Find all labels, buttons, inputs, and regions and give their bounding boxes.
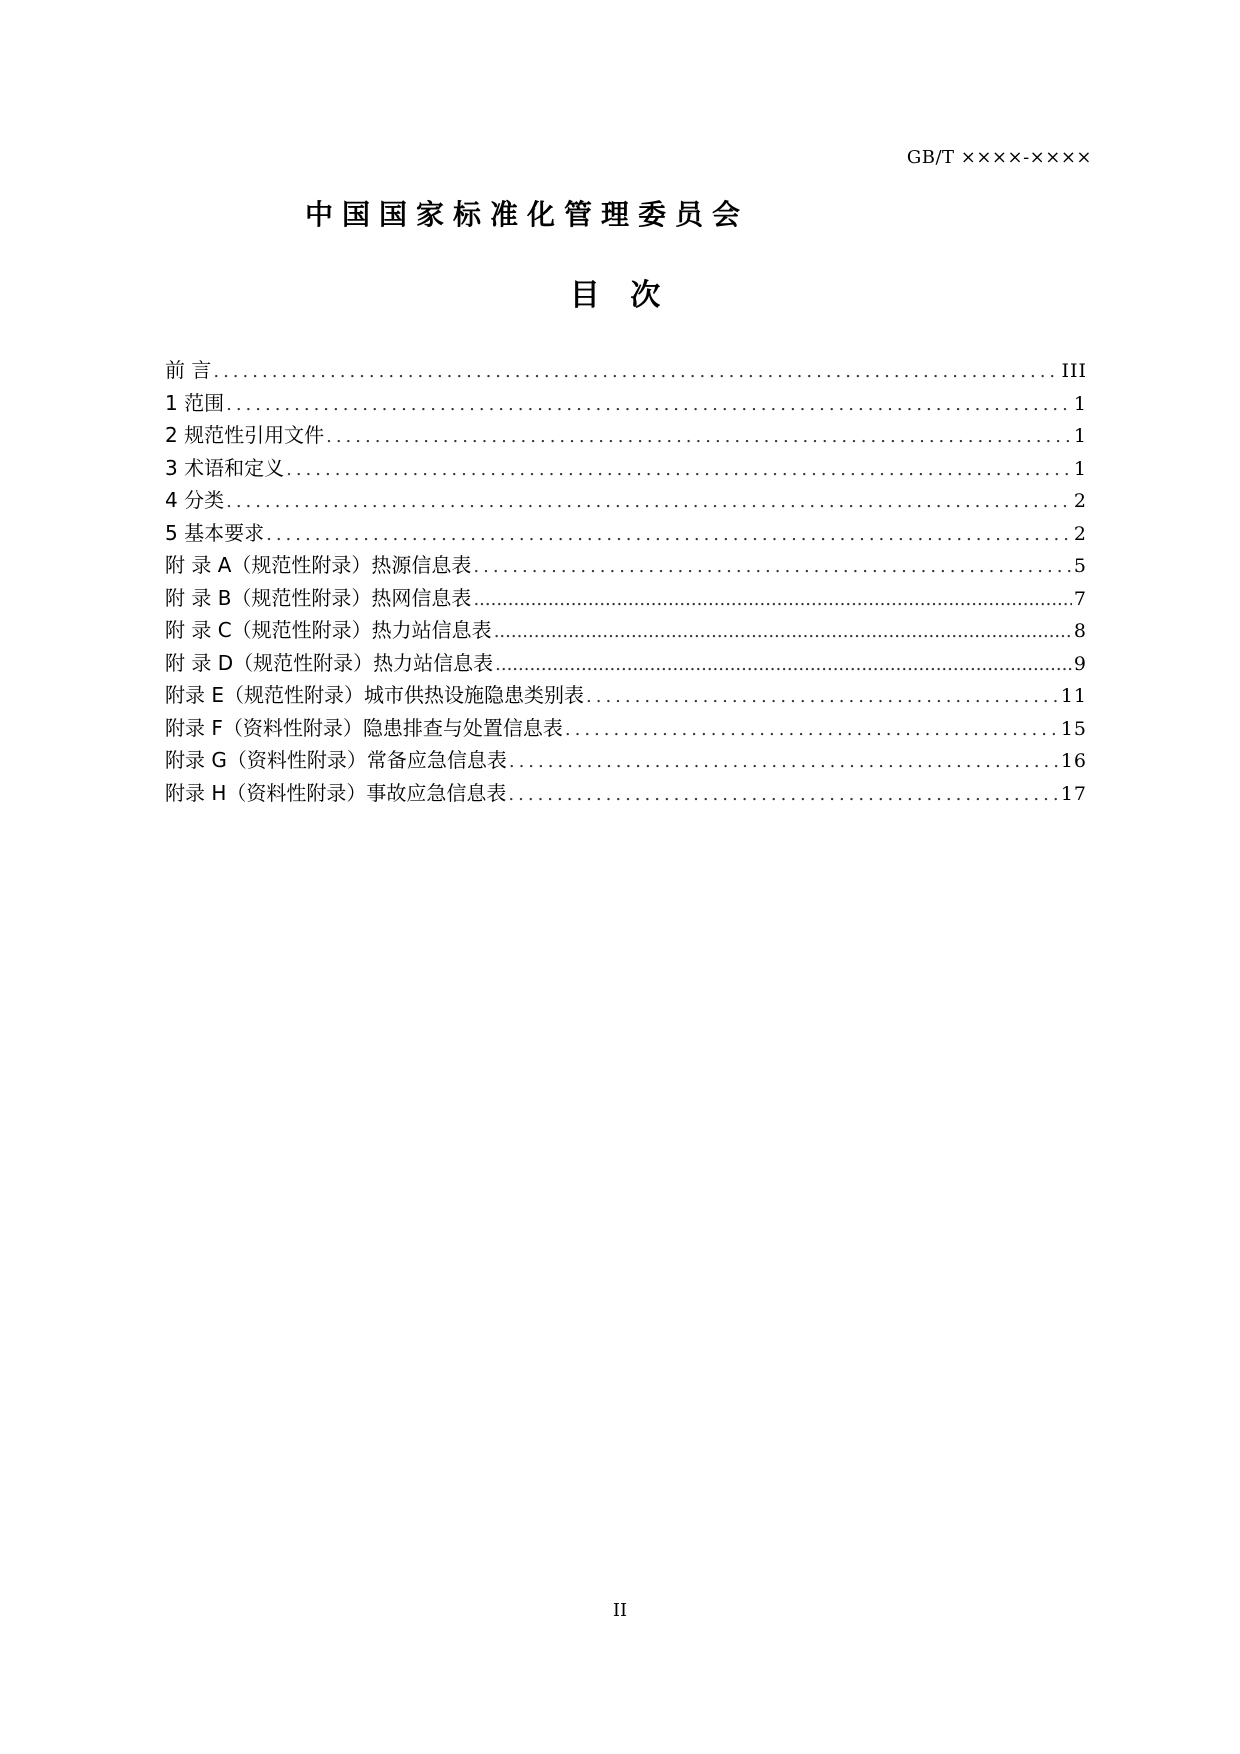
- toc-entry-terms[interactable]: [165, 452, 1087, 485]
- toc-entry-appendix-c[interactable]: [165, 614, 1087, 647]
- toc-entry-label: 5 基本要求: [165, 520, 265, 545]
- toc-entry-label: 附 录 B（规范性附录）热网信息表: [165, 585, 472, 610]
- toc-entry-page: III: [1061, 360, 1087, 382]
- toc-entry-label: 附 录 D（规范性附录）热力站信息表: [165, 650, 494, 675]
- toc-entry-appendix-e[interactable]: [165, 679, 1087, 712]
- toc-entry-scope[interactable]: [165, 387, 1087, 420]
- toc-entry-label: 1 范围: [165, 390, 225, 415]
- toc-entry-appendix-d[interactable]: [165, 647, 1087, 680]
- toc-entry-appendix-a[interactable]: [165, 549, 1087, 582]
- toc-leader: [494, 616, 1072, 649]
- toc-entry-page: 17: [1060, 782, 1087, 805]
- toc-entry-appendix-h[interactable]: [165, 777, 1087, 810]
- toc-entry-label: 3 术语和定义: [165, 455, 285, 480]
- toc-entry-label: 附录 H（资料性附录）事故应急信息表: [165, 780, 507, 805]
- toc-leader: [509, 746, 1059, 779]
- toc-leader: [586, 681, 1059, 714]
- toc-entry-appendix-f[interactable]: [165, 712, 1087, 745]
- toc-leader: [473, 584, 1071, 617]
- toc-entry-label: 附录 F（资料性附录）隐患排查与处置信息表: [165, 715, 563, 740]
- toc-leader: [495, 649, 1072, 682]
- toc-entry-page: 2: [1073, 522, 1087, 545]
- toc-entry-page: 1: [1073, 392, 1087, 415]
- toc-entry-label: 附录 E（规范性附录）城市供热设施隐患类别表: [165, 683, 584, 707]
- toc-entry-page: 7: [1073, 587, 1087, 610]
- toc-entry-label: 2 规范性引用文件: [165, 423, 325, 447]
- toc-entry-page: 8: [1073, 620, 1087, 642]
- toc-entry-label: 附录 G（资料性附录）常备应急信息表: [165, 748, 507, 772]
- toc-entry-page: 9: [1073, 652, 1087, 675]
- toc-entry-basic-requirements[interactable]: [165, 517, 1087, 550]
- toc-entry-label: 4 分类: [165, 488, 225, 512]
- standard-code: GB/T ××××-××××: [906, 147, 1092, 168]
- toc-entry-page: 1: [1073, 457, 1087, 480]
- toc-leader: [565, 714, 1059, 747]
- toc-leader: [326, 421, 1072, 454]
- toc-entry-page: 2: [1073, 490, 1087, 512]
- toc-entry-label: 附 录 C（规范性附录）热力站信息表: [165, 618, 492, 642]
- toc-entry-page: 5: [1073, 555, 1087, 577]
- toc-entry-page: 16: [1060, 750, 1087, 772]
- table-of-contents: [165, 354, 1087, 809]
- toc-entry-appendix-b[interactable]: [165, 582, 1087, 615]
- toc-leader: [473, 551, 1072, 584]
- toc-leader: [508, 779, 1058, 812]
- toc-entry-label: 附 录 A（规范性附录）热源信息表: [165, 553, 472, 577]
- toc-entry-appendix-g[interactable]: [165, 744, 1087, 777]
- toc-entry-label: 前 言: [165, 358, 212, 382]
- toc-entry-page: 1: [1073, 425, 1087, 447]
- page-number: II: [612, 1600, 628, 1621]
- toc-leader: [226, 389, 1072, 422]
- toc-entry-classification[interactable]: [165, 484, 1087, 517]
- committee-name: 中国国家标准化管理委员会: [305, 198, 750, 231]
- toc-entry-normative-references[interactable]: [165, 419, 1087, 452]
- toc-entry-page: 15: [1060, 717, 1087, 740]
- toc-leader: [286, 454, 1072, 487]
- toc-leader: [226, 486, 1072, 519]
- toc-entry-page: 11: [1060, 685, 1087, 707]
- toc-leader: [213, 356, 1059, 389]
- toc-title: 目 次: [569, 278, 671, 313]
- toc-entry-foreword[interactable]: [165, 354, 1087, 387]
- toc-leader: [266, 519, 1072, 552]
